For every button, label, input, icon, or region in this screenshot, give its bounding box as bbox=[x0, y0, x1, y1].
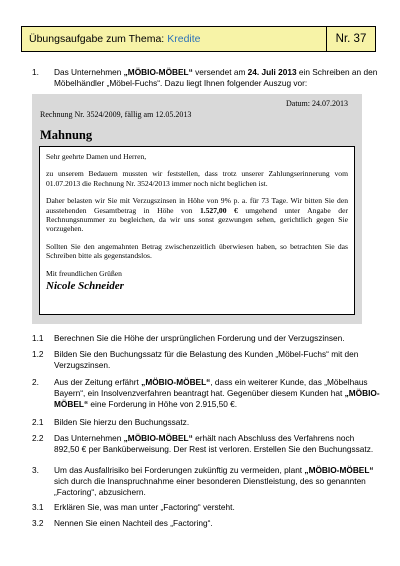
signature: Nicole Schneider bbox=[46, 280, 124, 293]
topic-line bbox=[22, 27, 326, 51]
task-number: 1. bbox=[32, 67, 39, 77]
question-text: Bilden Sie hierzu den Buchungssatz. bbox=[54, 417, 190, 427]
letter-paragraph: Sollten Sie den angemahnten Betrag zwischenzeitlich überwiesen haben, so betrachten Sie das Schreiben bitte als gegenstandslos. bbox=[46, 241, 348, 261]
exercise-number: Nr. 37 bbox=[326, 27, 375, 51]
letter-paragraph: Daher belasten wir Sie mit Verzugszinsen in Höhe von 9% p. a. für 73 Tage. Wir bitten Sie den ausstehenden Gesamtbetrag in Höhe von 1.527,00 € umgehend unter Angabe der Rechnungsnummer zu begleichen, da wir uns sonst gezwungen sehen, gerichtlich gegen Sie vorzugehen. bbox=[46, 196, 348, 234]
question-number: 1.2 bbox=[32, 349, 44, 359]
invoice-reference: Rechnung Nr. 3524/2009, fällig am 12.05.2013 bbox=[40, 110, 192, 119]
question-text: Aus der Zeitung erfährt „MÖBIO-MÖBEL“, dass ein weiterer Kunde, das „Möbelhaus Bayern“, ein Insolvenzverfahren beantragt hat. Gegenüber diesem Kunden hat „MÖBIO-MÖBEL“ eine Forderung in Höhe von 2.915,50 €. bbox=[54, 377, 380, 409]
question-number: 3. bbox=[32, 465, 39, 475]
document-date: Datum: 24.07.2013 bbox=[286, 99, 348, 108]
salutation: Sehr geehrte Damen und Herren, bbox=[46, 152, 147, 161]
question-number: 2.2 bbox=[32, 433, 44, 443]
question-number: 1.1 bbox=[32, 333, 44, 343]
question-number: 3.1 bbox=[32, 502, 44, 512]
question-number: 2. bbox=[32, 377, 39, 387]
closing: Mit freundlichen Grüßen bbox=[46, 268, 122, 278]
topic-name: Kredite bbox=[167, 33, 201, 45]
question-number: 2.1 bbox=[32, 417, 44, 427]
question-text: Nennen Sie einen Nachteil des „Factoring“. bbox=[54, 518, 213, 528]
document-excerpt bbox=[32, 94, 362, 324]
document-title: Mahnung bbox=[40, 128, 93, 142]
task-text: Das Unternehmen „MÖBIO-MÖBEL“ versendet am 24. Juli 2013 ein Schreiben an den Möbelhändler „Möbel-Fuchs“. Dazu liegt Ihnen folgender Auszug vor: bbox=[54, 67, 378, 88]
question-number: 3.2 bbox=[32, 518, 44, 528]
letter-paragraph: zu unserem Bedauern mussten wir feststellen, dass trotz unserer Zahlungserinnerung vom 01.07.2013 die Rechnung Nr. 3524/2013 immer noch nicht beglichen ist. bbox=[46, 169, 348, 188]
topic-label: Übungsaufgabe zum Thema: bbox=[29, 33, 165, 45]
question-text: Um das Ausfallrisiko bei Forderungen zukünftig zu vermeiden, plant „MÖBIO-MÖBEL“ sich durch die Inanspruchnahme einer besonderen Dienstleistung, des so genannten „Factoring“, abzusichern. bbox=[54, 465, 374, 497]
question-text: Das Unternehmen „MÖBIO-MÖBEL“ erhält nach Abschluss des Verfahrens noch 892,50 € per Banküberweisung. Der Rest ist verloren. Erstellen Sie den Buchungssatz. bbox=[54, 433, 374, 454]
question-text: Berechnen Sie die Höhe der ursprünglichen Forderung und der Verzugszinsen. bbox=[54, 333, 345, 343]
question-text: Erklären Sie, was man unter „Factoring“ versteht. bbox=[54, 502, 235, 512]
total-amount: 1.527,00 € bbox=[199, 205, 238, 215]
question-text: Bilden Sie den Buchungssatz für die Belastung des Kunden „Möbel-Fuchs“ mit den Verzugszinsen. bbox=[54, 349, 359, 370]
letter-body bbox=[39, 146, 355, 315]
worksheet-header bbox=[21, 26, 376, 52]
